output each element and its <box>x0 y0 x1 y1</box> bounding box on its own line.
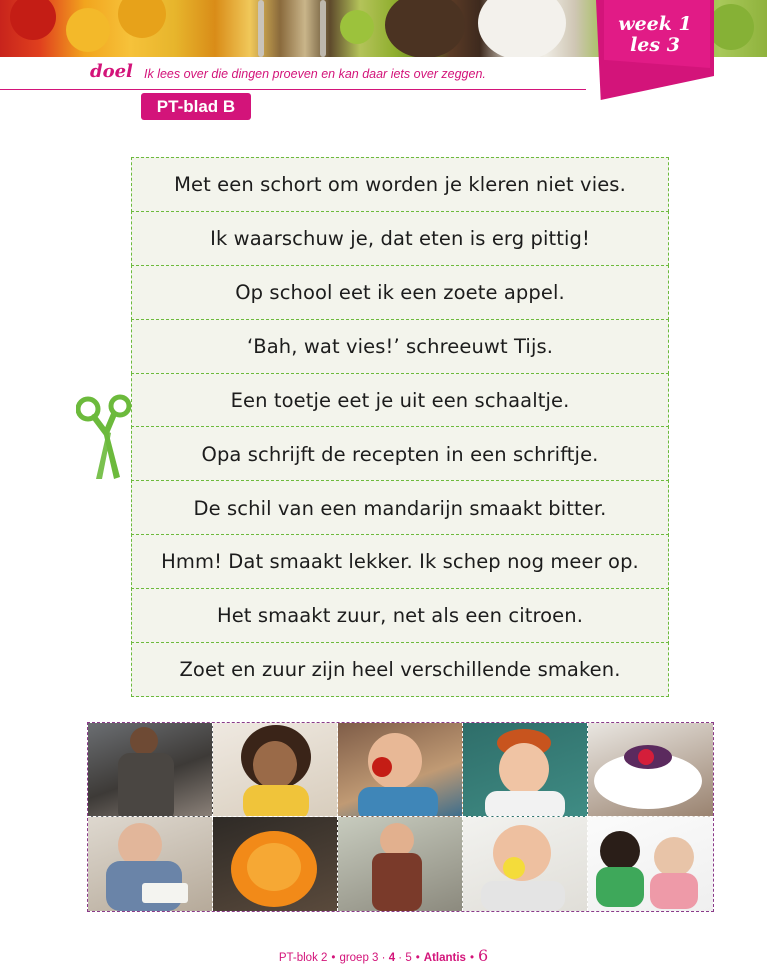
sentence-strip: Met een schort om worden je kleren niet vies. <box>131 157 669 212</box>
footer-block: PT-blok 2 <box>278 952 328 964</box>
photo-peeled-mandarin <box>213 817 338 911</box>
footer-group-4: 4 <box>388 952 396 964</box>
photo-boy-cooking <box>338 817 463 911</box>
photo-grid <box>87 722 714 912</box>
sentence-strip: Opa schrijft de recepten in een schriftje. <box>131 426 669 481</box>
worksheet-badge: PT-blad B <box>141 93 251 120</box>
photo-boy-sour <box>463 723 588 817</box>
lesson-label: les 3 <box>630 34 680 56</box>
photo-yogurt-berries <box>588 723 713 817</box>
goal-divider <box>0 89 586 90</box>
sentence-strips <box>131 157 669 697</box>
week-lesson-label <box>596 14 714 56</box>
footer-group-5: 5 <box>405 952 412 964</box>
scissors-icon <box>76 393 132 479</box>
photo-boy-lemon <box>463 817 588 911</box>
week-label: week 1 <box>618 13 692 35</box>
page-number: 6 <box>477 946 489 965</box>
goal-label: doel <box>90 61 133 82</box>
photo-grandpa-writing <box>88 817 213 911</box>
sentence-strip: Hmm! Dat smaakt lekker. Ik schep nog meer op. <box>131 534 669 589</box>
page-footer: PT-blok 2 • groep 3 · 4 · 5 • Atlantis • 6 <box>278 946 489 965</box>
photo-girl-apple <box>338 723 463 817</box>
sentence-strip: De schil van een mandarijn smaakt bitter. <box>131 480 669 535</box>
footer-brand: Atlantis <box>423 952 466 964</box>
goal-text: Ik lees over die dingen proeven en kan daar iets over zeggen. <box>144 67 486 81</box>
sentence-strip: Het smaakt zuur, net als een citroen. <box>131 588 669 643</box>
photo-woman-spicy <box>213 723 338 817</box>
photo-girls-tasting <box>588 817 713 911</box>
sentence-strip: ‘Bah, wat vies!’ schreeuwt Tijs. <box>131 319 669 374</box>
sentence-strip: Op school eet ik een zoete appel. <box>131 265 669 320</box>
sentence-strip: Een toetje eet je uit een schaaltje. <box>131 373 669 428</box>
sentence-strip: Ik waarschuw je, dat eten is erg pittig! <box>131 211 669 266</box>
footer-group: groep 3 <box>339 952 379 964</box>
sentence-strip: Zoet en zuur zijn heel verschillende smaken. <box>131 642 669 697</box>
photo-cook-apron <box>88 723 213 817</box>
